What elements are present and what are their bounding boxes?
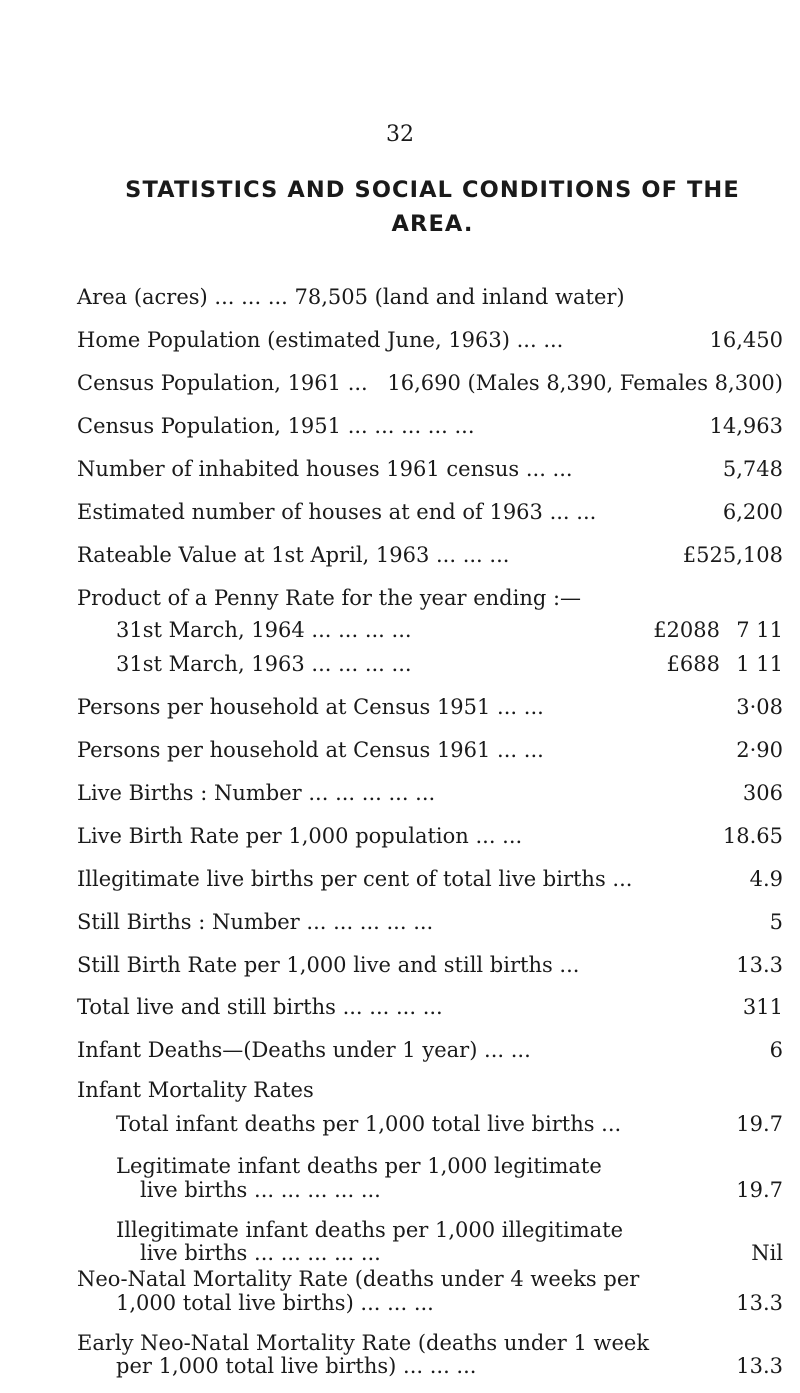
row-illegitimate-deaths-label-2: live births ... ... ... ... ... <box>140 1241 381 1266</box>
row-legitimate-deaths-label-2: live births ... ... ... ... ... <box>140 1177 381 1202</box>
row-census-1961-value: 16,690 (Males 8,390, Females 8,300) <box>387 370 783 395</box>
row-household-1951-label: Persons per household at Census 1951 ... ... <box>77 694 544 719</box>
row-total-infant-deaths-label: Total infant deaths per 1,000 total live births ... <box>116 1112 622 1137</box>
row-early-neonatal-label-2: per 1,000 total live births) ... ... ... <box>116 1354 477 1378</box>
row-total-births-label: Total live and still births ... ... ... ... <box>77 995 443 1020</box>
row-still-birth-rate-value: 13.3 <box>736 952 783 977</box>
row-household-1961-label: Persons per household at Census 1961 ... ... <box>77 737 544 762</box>
row-live-births-label: Live Births : Number ... ... ... ... ... <box>77 780 436 805</box>
row-still-births-label: Still Births : Number ... ... ... ... ... <box>77 909 434 934</box>
row-estimated-houses-value: 6,200 <box>722 499 783 524</box>
row-neonatal-label-2: 1,000 total live births) ... ... ... <box>116 1290 434 1315</box>
row-estimated-houses-label: Estimated number of houses at end of 1963 ... ... <box>77 499 597 524</box>
row-legitimate-deaths-label: Legitimate infant deaths per 1,000 legitimate <box>116 1154 602 1179</box>
row-inhabited-houses-value: 5,748 <box>722 456 783 481</box>
row-area-label: Area (acres) ... ... ... 78,505 (land and inland water) <box>77 285 625 309</box>
heading-line-2: AREA. <box>391 211 474 237</box>
row-infant-deaths-value: 6 <box>769 1038 783 1063</box>
row-neonatal-label: Neo-Natal Mortality Rate (deaths under 4 weeks per <box>77 1267 640 1292</box>
row-census-1951-label: Census Population, 1951 ... ... ... ... ... <box>77 413 475 438</box>
row-early-neonatal-value: 13.3 <box>736 1354 783 1378</box>
row-still-birth-rate-label: Still Birth Rate per 1,000 live and still births ... <box>77 952 580 977</box>
row-total-births-value: 311 <box>742 995 783 1020</box>
row-penny-1963-pounds: £688 <box>666 651 720 676</box>
row-infant-mortality-heading: Infant Mortality Rates <box>77 1077 314 1102</box>
row-illegitimate-label: Illegitimate live births per cent of total live births ... <box>77 866 633 891</box>
row-live-births-value: 306 <box>742 780 783 805</box>
row-early-neonatal-label: Early Neo-Natal Mortality Rate (deaths under 1 week <box>77 1330 650 1355</box>
row-illegitimate-value: 4.9 <box>749 866 783 891</box>
row-total-infant-deaths-value: 19.7 <box>736 1112 783 1137</box>
row-penny-1964-label: 31st March, 1964 ... ... ... ... <box>116 618 412 643</box>
row-household-1961-value: 2·90 <box>736 737 783 762</box>
row-penny-1964-pounds: £2088 <box>653 618 720 643</box>
row-census-1961-label: Census Population, 1961 ... <box>77 370 368 395</box>
row-still-births-value: 5 <box>769 909 783 934</box>
row-census-1951-value: 14,963 <box>709 413 783 438</box>
row-home-population-label: Home Population (estimated June, 1963) ... ... <box>77 327 564 352</box>
row-household-1951-value: 3·08 <box>736 694 783 719</box>
page-number: 32 <box>386 122 414 147</box>
row-penny-1963-shillings: 1 11 <box>736 651 783 676</box>
row-birth-rate-label: Live Birth Rate per 1,000 population ... ... <box>77 823 523 848</box>
row-inhabited-houses-label: Number of inhabited houses 1961 census ... ... <box>77 456 573 481</box>
heading-line-1: STATISTICS AND SOCIAL CONDITIONS OF THE <box>125 177 740 203</box>
row-illegitimate-deaths-label: Illegitimate infant deaths per 1,000 illegitimate <box>116 1217 623 1242</box>
row-rateable-value-label: Rateable Value at 1st April, 1963 ... ... ... <box>77 542 510 567</box>
row-neonatal-value: 13.3 <box>736 1290 783 1315</box>
row-birth-rate-value: 18.65 <box>722 823 783 848</box>
row-penny-rate-label: Product of a Penny Rate for the year ending :— <box>77 585 582 610</box>
row-legitimate-deaths-value: 19.7 <box>736 1177 783 1202</box>
row-penny-1964-shillings: 7 11 <box>736 618 783 643</box>
row-illegitimate-deaths-value: Nil <box>751 1241 783 1266</box>
row-home-population-value: 16,450 <box>709 327 783 352</box>
row-rateable-value-value: £525,108 <box>682 542 783 567</box>
page-heading <box>80 173 785 241</box>
row-penny-1963-label: 31st March, 1963 ... ... ... ... <box>116 651 412 676</box>
row-infant-deaths-label: Infant Deaths—(Deaths under 1 year) ... ... <box>77 1038 531 1063</box>
